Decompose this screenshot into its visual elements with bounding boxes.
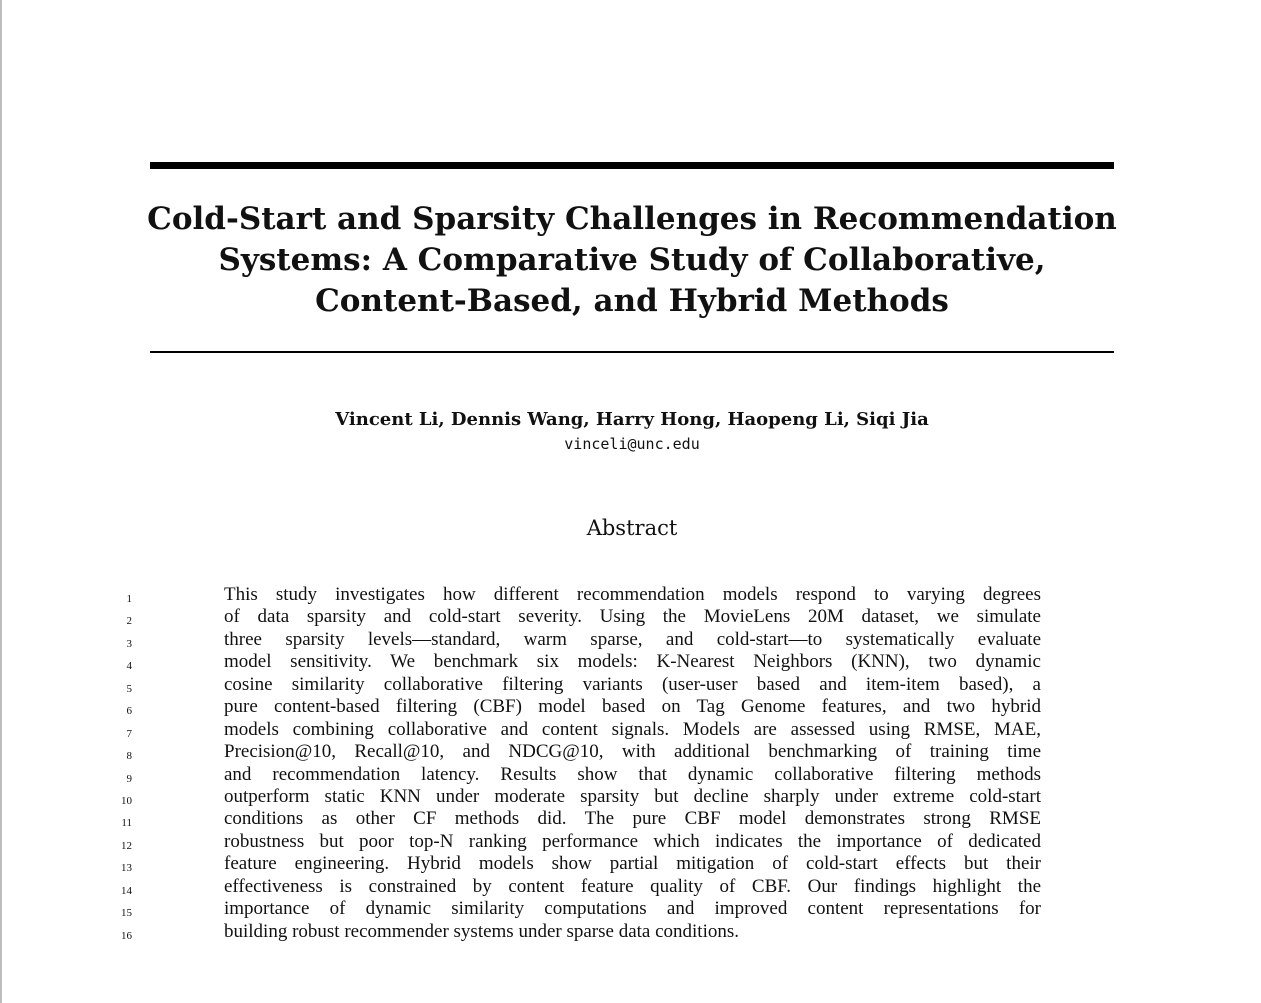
line-number: 8 (126, 750, 132, 763)
line-number: 9 (126, 772, 132, 785)
abstract-line: and recommendation latency. Results show that dynamic collaborative filtering methods (224, 763, 1041, 785)
abstract-line: importance of dynamic similarity computations and improved content representations for (224, 898, 1041, 920)
abstract-heading: Abstract (586, 516, 678, 540)
abstract-line: feature engineering. Hybrid models show partial mitigation of cold-start effects but their (224, 853, 1041, 875)
line-number: 15 (121, 907, 132, 920)
line-number: 16 (121, 929, 132, 942)
abstract-line: models combining collaborative and content signals. Models are assessed using RMSE, MAE, (224, 718, 1041, 740)
author-email: vinceli@unc.edu (564, 435, 700, 453)
abstract-line: Precision@10, Recall@10, and NDCG@10, with additional benchmarking of training time (224, 741, 1041, 763)
author-list: Vincent Li, Dennis Wang, Harry Hong, Haopeng Li, Siqi Jia (335, 409, 929, 430)
line-number: 5 (126, 682, 132, 695)
title-line: Systems: A Comparative Study of Collaborative, (218, 242, 1046, 278)
line-number: 4 (126, 660, 132, 673)
title-line: Cold-Start and Sparsity Challenges in Recommendation (147, 201, 1117, 237)
abstract-line: building robust recommender systems under sparse data conditions. (224, 920, 740, 942)
abstract-line: This study investigates how different recommendation models respond to varying degrees (224, 584, 1041, 605)
abstract-body (224, 584, 1041, 943)
line-number: 12 (121, 839, 132, 852)
abstract-line: effectiveness is constrained by content feature quality of CBF. Our findings highlight the (224, 875, 1041, 897)
abstract-line: model sensitivity. We benchmark six models: K-Nearest Neighbors (KNN), two dynamic (224, 651, 1041, 673)
abstract-line: conditions as other CF methods did. The pure CBF model demonstrates strong RMSE (224, 808, 1041, 830)
line-number: 11 (121, 817, 132, 830)
title-top-rule (150, 162, 1114, 169)
abstract-line: pure content-based filtering (CBF) model based on Tag Genome features, and two hybrid (224, 696, 1041, 718)
title-line: Content-Based, and Hybrid Methods (315, 283, 949, 319)
line-number: 1 (126, 593, 132, 605)
abstract-line: cosine similarity collaborative filtering variants (user-user based and item-item based), a (224, 673, 1041, 695)
abstract-line: of data sparsity and cold-start severity. Using the MovieLens 20M dataset, we simulate (224, 606, 1041, 628)
line-number: 7 (126, 727, 132, 740)
line-number: 14 (121, 884, 132, 897)
abstract-line: robustness but poor top-N ranking performance which indicates the importance of dedicated (224, 830, 1041, 852)
abstract-line: three sparsity levels—standard, warm sparse, and cold-start—to systematically evaluate (224, 628, 1041, 650)
line-number: 3 (126, 637, 132, 650)
line-number: 10 (121, 794, 132, 807)
line-number-gutter (108, 584, 132, 943)
line-number: 6 (126, 705, 132, 718)
title-bottom-rule (150, 351, 1114, 353)
line-number: 2 (126, 615, 132, 628)
paper-title (140, 199, 1124, 322)
page-left-edge (0, 0, 2, 1003)
line-number: 13 (121, 862, 132, 875)
abstract-line: outperform static KNN under moderate sparsity but decline sharply under extreme cold-start (224, 785, 1041, 807)
